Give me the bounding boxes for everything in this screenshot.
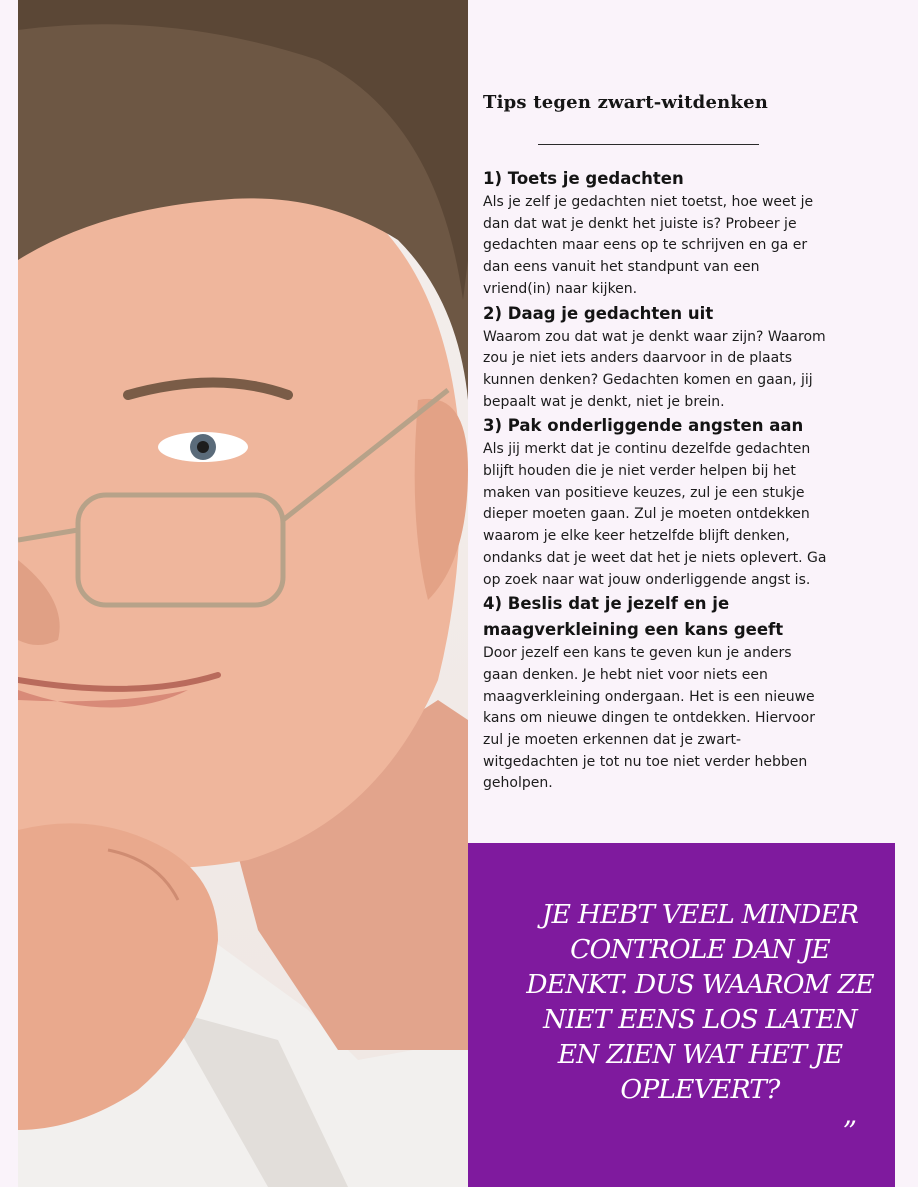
title-divider bbox=[538, 144, 759, 145]
tip-3 bbox=[483, 413, 828, 591]
tip-2 bbox=[483, 301, 828, 414]
tip-heading: 4) Beslis dat je jezelf en je maagverkleining een kans geeft bbox=[483, 594, 784, 640]
pull-quote: JE HEBT VEEL MINDER CONTROLE DAN JE DENKT. DUS WAAROM ZE NIET EENS LOS LATEN EN ZIEN WAT HET JE OPLEVERT? bbox=[526, 899, 874, 1105]
portrait-photo bbox=[18, 0, 468, 1187]
tip-body: Waarom zou dat wat je denkt waar zijn? Waarom zou je niet iets anders daarvoor in de plaats kunnen denken? Gedachten komen en gaan, jij bepaalt wat je denkt, niet je brein. bbox=[483, 328, 826, 410]
quote-box bbox=[468, 843, 895, 1187]
tip-body: Als jij merkt dat je continu dezelfde gedachten blijft houden die je niet verder helpen bij het maken van positieve keuzes, zul je een stukje dieper moeten gaan. Zul je moeten ontdekken waarom je elke keer hetzelfde blijft denken, ondanks dat je weet dat het je niets oplevert. Ga op zoek naar wat jouw onderliggende angst is. bbox=[483, 441, 827, 588]
tip-1 bbox=[483, 166, 828, 301]
tip-heading: 1) Toets je gedachten bbox=[483, 169, 684, 188]
article-title: Tips tegen zwart-witdenken bbox=[483, 92, 769, 113]
tip-body: Door jezelf een kans te geven kun je anders gaan denken. Je hebt niet voor niets een maagverkleining ondergaan. Het is een nieuwe kans om nieuwe dingen te ontdekken. Hiervoor zul je moeten erkennen dat je zwart-witgedachten je tot nu toe niet verder hebben geholpen. bbox=[483, 645, 815, 792]
tip-4 bbox=[483, 591, 828, 795]
tip-body: Als je zelf je gedachten niet toetst, hoe weet je dan dat wat je denkt het juiste is? Probeer je gedachten maar eens op te schrijven en ga er dan eens vanuit het standpunt van een vriend(in) naar kijken. bbox=[483, 194, 814, 297]
tip-heading: 3) Pak onderliggende angsten aan bbox=[483, 416, 804, 436]
quotation-mark-icon: ” bbox=[842, 1115, 857, 1148]
article bbox=[483, 92, 828, 795]
tip-heading: 2) Daag je gedachten uit bbox=[483, 303, 714, 323]
portrait-illustration bbox=[18, 0, 468, 1187]
